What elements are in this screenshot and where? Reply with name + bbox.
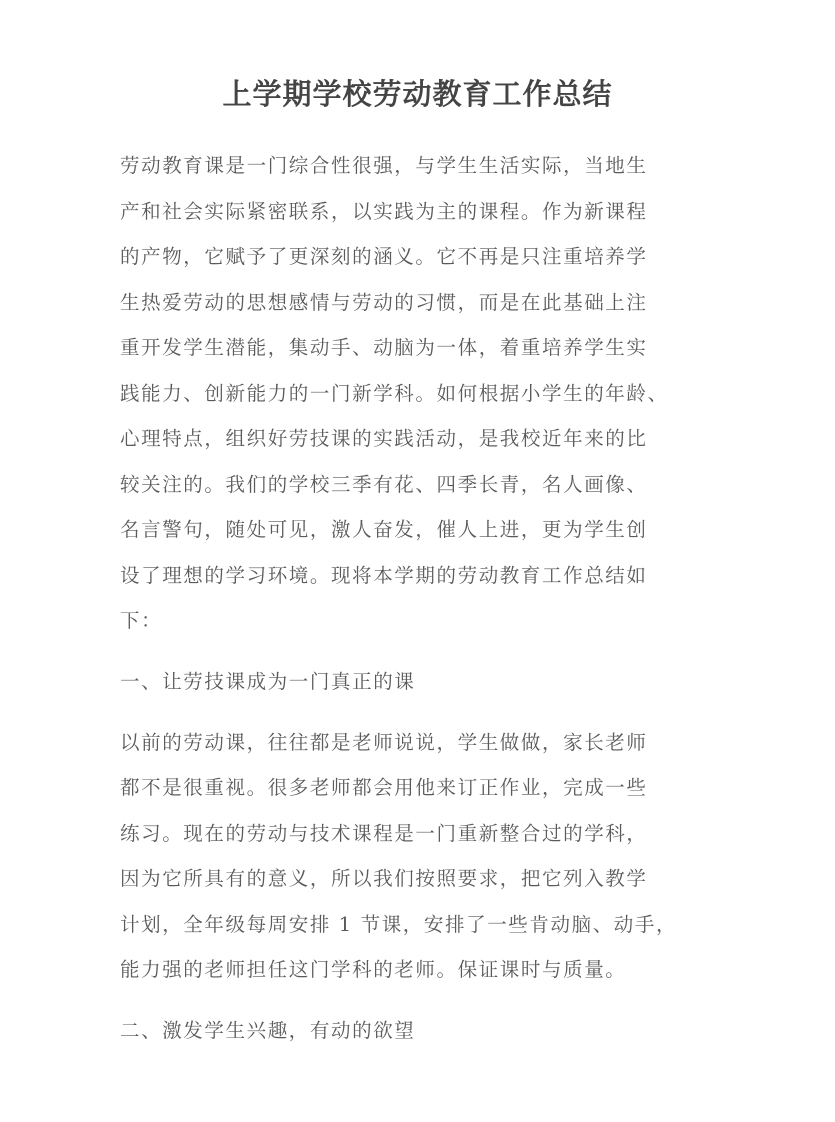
paragraph-line: 都不是很重视。很多老师都会用他来订正作业，完成一些 — [120, 776, 648, 799]
paragraph-line: 下： — [120, 609, 163, 632]
paragraph-line: 践能力、创新能力的一门新学科。如何根据小学生的年龄、 — [120, 382, 669, 405]
paragraph-line: 计划，全年级每周安排 1 节课，安排了一些肯动脑、动手， — [120, 913, 678, 936]
paragraph-line: 能力强的老师担任这门学科的老师。保证课时与质量。 — [120, 958, 627, 981]
paragraph-line: 产和社会实际紧密联系，以实践为主的课程。作为新课程 — [120, 200, 648, 223]
paragraph-line: 较关注的。我们的学校三季有花、四季长青，名人画像、 — [120, 473, 648, 496]
paragraph-line: 因为它所具有的意义，所以我们按照要求，把它列入教学 — [120, 867, 648, 890]
paragraph-line: 的产物，它赋予了更深刻的涵义。它不再是只注重培养学 — [120, 245, 648, 268]
paragraph-line: 心理特点，组织好劳技课的实践活动，是我校近年来的比 — [120, 427, 648, 450]
paragraph-line: 练习。现在的劳动与技术课程是一门重新整合过的学科， — [120, 822, 648, 845]
document-title: 上学期学校劳动教育工作总结 — [222, 77, 613, 111]
paragraph-line: 设了理想的学习环境。现将本学期的劳动教育工作总结如 — [120, 564, 648, 587]
paragraph-line: 名言警句，随处可见，激人奋发，催人上进，更为学生创 — [120, 518, 648, 541]
paragraph-line: 劳动教育课是一门综合性很强，与学生生活实际，当地生 — [120, 154, 648, 177]
section-heading: 二、激发学生兴趣，有动的欲望 — [120, 1019, 416, 1042]
section-heading: 一、让劳技课成为一门真正的课 — [120, 670, 416, 693]
paragraph-line: 重开发学生潜能，集动手、动脑为一体，着重培养学生实 — [120, 336, 648, 359]
paragraph-line: 以前的劳动课，往往都是老师说说，学生做做，家长老师 — [120, 731, 648, 754]
paragraph-line: 生热爱劳动的思想感情与劳动的习惯，而是在此基础上注 — [120, 291, 648, 314]
